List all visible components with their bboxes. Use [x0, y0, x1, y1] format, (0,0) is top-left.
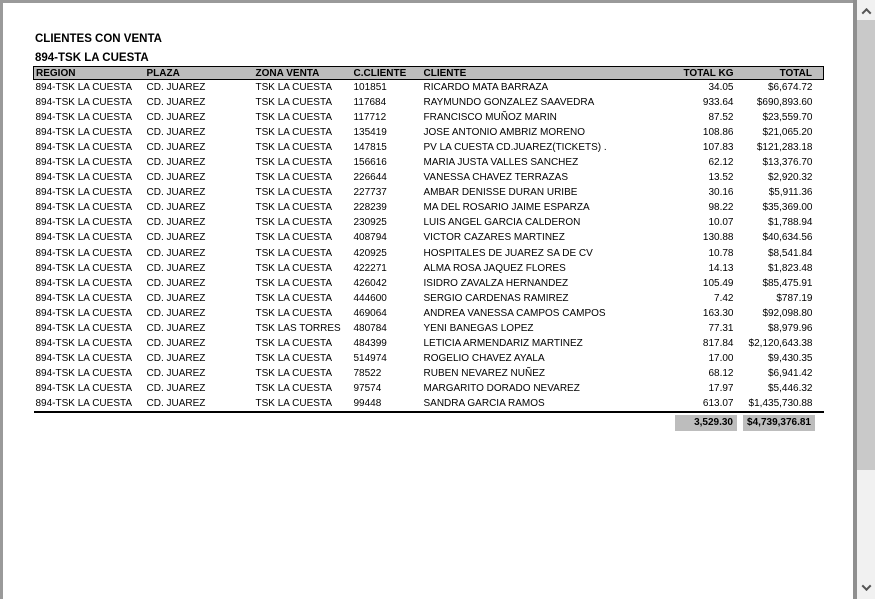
cell-cliente: YENI BANEGAS LOPEZ [423, 322, 534, 334]
cell-zona-venta: TSK LA CUESTA [255, 307, 333, 319]
cell-plaza: CD. JUAREZ [146, 217, 206, 229]
header-row [34, 67, 824, 80]
cell-plaza: CD. JUAREZ [145, 396, 254, 412]
cell-cliente: SANDRA GARCIA RAMOS [422, 396, 649, 412]
cell-c-cliente: 101851 [353, 82, 387, 93]
cell-c-cliente: 227737 [353, 187, 387, 199]
table-row [34, 336, 824, 351]
cell-region: 894-TSK LA CUESTA [35, 187, 133, 199]
table-row [34, 246, 824, 261]
report-page [3, 3, 853, 431]
column-header-zona-venta: ZONA VENTA [254, 67, 352, 80]
column-header-total: TOTAL [734, 67, 824, 80]
cell-region: 894-TSK LA CUESTA [35, 112, 133, 124]
cell-total: $1,435,730.88 [734, 396, 824, 412]
grand-totals-row [33, 415, 823, 431]
cell-region: 894-TSK LA CUESTA [35, 97, 133, 109]
grand-total-kg: 3,529.30 [675, 415, 737, 431]
cell-plaza: CD. JUAREZ [146, 142, 206, 154]
cell-cliente: FRANCISCO MUÑOZ MARIN [423, 112, 557, 124]
cell-c-cliente: 444600 [353, 292, 387, 304]
cell-c-cliente: 97574 [353, 382, 382, 394]
cell-plaza: CD. JUAREZ [146, 307, 206, 319]
table-row [34, 200, 824, 215]
cell-cliente: SERGIO CARDENAS RAMIREZ [423, 292, 569, 304]
cell-c-cliente: 422271 [353, 262, 387, 274]
table-row [34, 155, 824, 170]
cell-plaza: CD. JUAREZ [146, 232, 206, 244]
cell-cliente: VANESSA CHAVEZ TERRAZAS [423, 172, 568, 184]
table-body [34, 80, 824, 413]
cell-c-cliente: 226644 [353, 172, 387, 184]
cell-plaza: CD. JUAREZ [146, 382, 206, 394]
cell-total: $2,120,643.38 [748, 337, 813, 349]
table-row [34, 80, 824, 96]
cell-zona-venta: TSK LA CUESTA [255, 82, 333, 93]
cell-total-kg: 107.83 [702, 142, 734, 154]
clients-table [33, 66, 824, 413]
report-subtitle: 894-TSK LA CUESTA [35, 52, 149, 64]
cell-total-kg: 30.16 [708, 187, 734, 199]
cell-total-kg: 34.05 [708, 82, 734, 93]
cell-plaza: CD. JUAREZ [146, 112, 206, 124]
table-row [34, 381, 824, 396]
scrollbar-thumb[interactable] [857, 20, 875, 470]
cell-zona-venta: TSK LA CUESTA [255, 262, 333, 274]
cell-total-kg: 817.84 [702, 337, 734, 349]
cell-cliente: ALMA ROSA JAQUEZ FLORES [423, 262, 566, 274]
table-row [34, 306, 824, 321]
cell-plaza: CD. JUAREZ [146, 127, 206, 139]
cell-c-cliente: 230925 [353, 217, 387, 229]
table-row [34, 170, 824, 185]
scroll-down-button[interactable] [857, 578, 875, 596]
table-row [34, 185, 824, 200]
cell-zona-venta: TSK LA CUESTA [255, 112, 333, 124]
cell-plaza: CD. JUAREZ [146, 82, 206, 93]
table-row [34, 140, 824, 155]
page-title: CLIENTES CON VENTA [35, 33, 162, 45]
column-header-total-kg: TOTAL KG [649, 67, 734, 80]
cell-total: $690,893.60 [756, 97, 813, 109]
cell-total-kg: 17.97 [708, 382, 734, 394]
cell-region: 894-TSK LA CUESTA [35, 322, 133, 334]
cell-total: $5,911.36 [768, 187, 813, 199]
cell-total-kg: 10.07 [708, 217, 734, 229]
cell-region: 894-TSK LA CUESTA [35, 262, 133, 274]
cell-cliente: LETICIA ARMENDARIZ MARTINEZ [423, 337, 583, 349]
table-row [34, 366, 824, 381]
cell-region: 894-TSK LA CUESTA [35, 277, 133, 289]
cell-cliente: VICTOR CAZARES MARTINEZ [423, 232, 565, 244]
cell-c-cliente: 99448 [352, 396, 422, 412]
cell-region: 894-TSK LA CUESTA [35, 82, 133, 93]
chevron-down-icon [861, 581, 871, 591]
cell-total: $9,430.35 [768, 352, 813, 364]
table-row [34, 276, 824, 291]
cell-total-kg: 87.52 [708, 112, 734, 124]
cell-cliente: MARIA JUSTA VALLES SANCHEZ [423, 157, 579, 169]
cell-c-cliente: 514974 [353, 352, 387, 364]
cell-total-kg: 613.07 [649, 396, 734, 412]
cell-c-cliente: 147815 [353, 142, 387, 154]
table-row [34, 291, 824, 306]
cell-c-cliente: 117684 [353, 97, 387, 109]
cell-region: 894-TSK LA CUESTA [35, 232, 133, 244]
cell-zona-venta: TSK LAS TORRES [255, 322, 341, 334]
cell-total: $92,098.80 [762, 307, 813, 319]
cell-cliente: PV LA CUESTA CD.JUAREZ(TICKETS) . [423, 142, 607, 154]
cell-zona-venta: TSK LA CUESTA [255, 247, 333, 259]
cell-total-kg: 77.31 [708, 322, 734, 334]
cell-total: $13,376.70 [762, 157, 813, 169]
cell-zona-venta: TSK LA CUESTA [255, 337, 333, 349]
cell-cliente: RICARDO MATA BARRAZA [423, 82, 549, 93]
cell-zona-venta: TSK LA CUESTA [255, 217, 333, 229]
cell-zona-venta: TSK LA CUESTA [255, 202, 333, 214]
cell-region: 894-TSK LA CUESTA [35, 352, 133, 364]
cell-c-cliente: 480784 [353, 322, 387, 334]
cell-cliente: ISIDRO ZAVALZA HERNANDEZ [423, 277, 569, 289]
cell-region: 894-TSK LA CUESTA [35, 292, 133, 304]
cell-zona-venta: TSK LA CUESTA [255, 382, 333, 394]
table-row [34, 261, 824, 276]
cell-total: $6,941.42 [768, 367, 813, 379]
table-row [34, 215, 824, 230]
cell-plaza: CD. JUAREZ [146, 187, 206, 199]
cell-plaza: CD. JUAREZ [146, 277, 206, 289]
cell-total-kg: 163.30 [702, 307, 734, 319]
cell-c-cliente: 469064 [353, 307, 387, 319]
cell-total: $5,446.32 [768, 382, 813, 394]
chevron-up-icon [861, 7, 871, 17]
cell-total: $35,369.00 [762, 202, 813, 214]
cell-region: 894-TSK LA CUESTA [35, 142, 133, 154]
cell-total-kg: 108.86 [702, 127, 734, 139]
cell-c-cliente: 117712 [353, 112, 387, 124]
cell-plaza: CD. JUAREZ [146, 172, 206, 184]
cell-total: $2,920.32 [768, 172, 813, 184]
cell-region: 894-TSK LA CUESTA [35, 367, 133, 379]
cell-total: $1,788.94 [768, 217, 813, 229]
scroll-up-button[interactable] [857, 2, 875, 20]
cell-cliente: RAYMUNDO GONZALEZ SAAVEDRA [423, 97, 595, 109]
cell-plaza: CD. JUAREZ [146, 367, 206, 379]
cell-total: $787.19 [776, 292, 813, 304]
cell-cliente: MA DEL ROSARIO JAIME ESPARZA [423, 202, 590, 214]
cell-total: $8,979.96 [768, 322, 813, 334]
table-row [34, 321, 824, 336]
column-header-c-cliente: C.CLIENTE [352, 67, 422, 80]
cell-region: 894-TSK LA CUESTA [35, 157, 133, 169]
cell-zona-venta: TSK LA CUESTA [255, 232, 333, 244]
cell-region: 894-TSK LA CUESTA [35, 217, 133, 229]
cell-cliente: HOSPITALES DE JUAREZ SA DE CV [423, 247, 593, 259]
cell-zona-venta: TSK LA CUESTA [255, 187, 333, 199]
cell-region: 894-TSK LA CUESTA [35, 382, 133, 394]
cell-total-kg: 13.52 [708, 172, 734, 184]
cell-zona-venta: TSK LA CUESTA [255, 277, 333, 289]
cell-cliente: ROGELIO CHAVEZ AYALA [423, 352, 545, 364]
cell-cliente: AMBAR DENISSE DURAN URIBE [423, 187, 578, 199]
cell-cliente: RUBEN NEVAREZ NUÑEZ [423, 367, 545, 379]
cell-total: $23,559.70 [762, 112, 813, 124]
cell-cliente: LUIS ANGEL GARCIA CALDERON [423, 217, 581, 229]
cell-total-kg: 933.64 [702, 97, 734, 109]
column-header-region: REGION [34, 67, 145, 80]
cell-total: $21,065.20 [762, 127, 813, 139]
cell-plaza: CD. JUAREZ [146, 202, 206, 214]
cell-cliente: MARGARITO DORADO NEVAREZ [423, 382, 580, 394]
cell-c-cliente: 484399 [353, 337, 387, 349]
cell-zona-venta: TSK LA CUESTA [254, 396, 352, 412]
cell-c-cliente: 408794 [353, 232, 387, 244]
cell-total: $8,541.84 [768, 247, 813, 259]
table-row [34, 110, 824, 125]
cell-region: 894-TSK LA CUESTA [35, 127, 133, 139]
cell-c-cliente: 420925 [353, 247, 387, 259]
cell-total-kg: 62.12 [708, 157, 734, 169]
cell-c-cliente: 156616 [353, 157, 387, 169]
cell-region: 894-TSK LA CUESTA [35, 172, 133, 184]
cell-total: $40,634.56 [762, 232, 813, 244]
cell-plaza: CD. JUAREZ [146, 262, 206, 274]
cell-zona-venta: TSK LA CUESTA [255, 367, 333, 379]
cell-c-cliente: 135419 [353, 127, 387, 139]
cell-region: 894-TSK LA CUESTA [35, 307, 133, 319]
cell-zona-venta: TSK LA CUESTA [255, 292, 333, 304]
cell-plaza: CD. JUAREZ [146, 292, 206, 304]
cell-cliente: ANDREA VANESSA CAMPOS CAMPOS [423, 307, 606, 319]
cell-plaza: CD. JUAREZ [146, 157, 206, 169]
cell-total-kg: 68.12 [708, 367, 734, 379]
table-row [34, 125, 824, 140]
cell-total-kg: 98.22 [708, 202, 734, 214]
cell-plaza: CD. JUAREZ [146, 352, 206, 364]
cell-plaza: CD. JUAREZ [146, 97, 206, 109]
cell-c-cliente: 228239 [353, 202, 387, 214]
cell-region: 894-TSK LA CUESTA [34, 396, 145, 412]
cell-total: $85,475.91 [762, 277, 813, 289]
table-row [34, 230, 824, 245]
column-header-plaza: PLAZA [145, 67, 254, 80]
cell-c-cliente: 78522 [353, 367, 382, 379]
cell-region: 894-TSK LA CUESTA [35, 202, 133, 214]
cell-c-cliente: 426042 [353, 277, 387, 289]
cell-plaza: CD. JUAREZ [146, 337, 206, 349]
cell-total-kg: 7.42 [714, 292, 734, 304]
table-row [34, 95, 824, 110]
cell-cliente: JOSE ANTONIO AMBRIZ MORENO [423, 127, 586, 139]
cell-zona-venta: TSK LA CUESTA [255, 127, 333, 139]
table-row [34, 396, 824, 412]
cell-zona-venta: TSK LA CUESTA [255, 352, 333, 364]
cell-zona-venta: TSK LA CUESTA [255, 142, 333, 154]
cell-zona-venta: TSK LA CUESTA [255, 157, 333, 169]
cell-zona-venta: TSK LA CUESTA [255, 172, 333, 184]
cell-total: $6,674.72 [768, 82, 813, 93]
cell-total-kg: 10.78 [708, 247, 734, 259]
cell-plaza: CD. JUAREZ [146, 247, 206, 259]
grand-total-amount: $4,739,376.81 [743, 415, 815, 431]
vertical-scrollbar[interactable] [857, 0, 875, 599]
cell-zona-venta: TSK LA CUESTA [255, 97, 333, 109]
table-header [34, 67, 824, 80]
cell-total-kg: 14.13 [708, 262, 734, 274]
cell-total-kg: 130.88 [702, 232, 734, 244]
cell-total-kg: 105.49 [702, 277, 734, 289]
cell-total: $121,283.18 [756, 142, 813, 154]
column-header-cliente: CLIENTE [422, 67, 649, 80]
cell-total-kg: 17.00 [708, 352, 734, 364]
table-row [34, 351, 824, 366]
cell-region: 894-TSK LA CUESTA [35, 337, 133, 349]
cell-region: 894-TSK LA CUESTA [35, 247, 133, 259]
cell-plaza: CD. JUAREZ [146, 322, 206, 334]
cell-total: $1,823.48 [768, 262, 813, 274]
